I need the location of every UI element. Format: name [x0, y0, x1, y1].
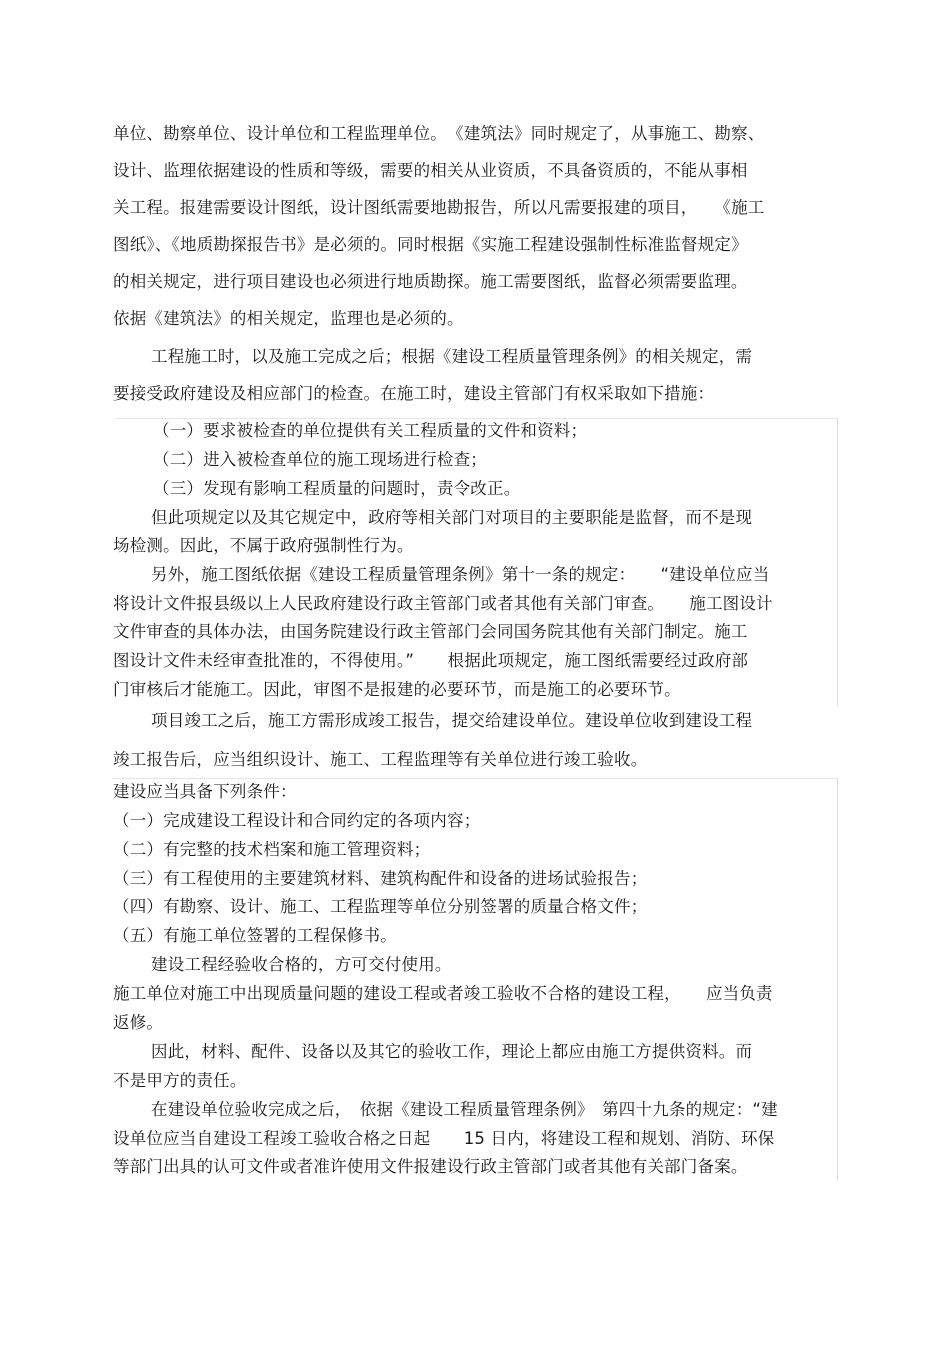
- text-line: 将设计文件报县级以上人民政府建设行政主管部门或者其他有关部门审查。 施工图设计: [113, 594, 773, 613]
- text-line: 设单位应当自建设工程竣工验收合格之日起 15 日内，将建设工程和规划、消防、环保: [113, 1129, 775, 1148]
- text-line: 工程施工时，以及施工完成之后；根据《建设工程质量管理条例》的相关规定，需: [151, 347, 753, 366]
- text-line: 竣工报告后，应当组织设计、施工、工程监理等有关单位进行竣工验收。: [113, 750, 648, 769]
- text-line: 关工程。报建需要设计图纸，设计图纸需要地勘报告，所以凡需要报建的项目， 《施工: [113, 198, 765, 217]
- text-line: 设计、监理依据建设的性质和等级，需要的相关从业资质，不具备资质的，不能从事相: [113, 161, 748, 180]
- text-line: 文件审查的具体办法，由国务院建设行政主管部门会同国务院其他有关部门制定。施工: [113, 622, 748, 641]
- text-line: 返修。: [113, 1013, 164, 1032]
- text-line: 依据《建筑法》的相关规定，监理也是必须的。: [113, 309, 464, 328]
- text-line: 要接受政府建设及相应部门的检查。在施工时，建设主管部门有权采取如下措施：: [113, 384, 715, 403]
- text-line: 建设工程经验收合格的，方可交付使用。: [151, 955, 452, 974]
- text-line: （一）完成建设工程设计和合同约定的各项内容；: [113, 811, 481, 830]
- text-line: 图纸》、《地质勘探报告书》是必须的。同时根据《实施工程建设强制性标准监督规定》: [113, 235, 748, 254]
- text-line: （三）发现有影响工程质量的问题时，责令改正。: [153, 479, 521, 498]
- box-top-rule-1: [116, 418, 837, 419]
- text-line: 在建设单位验收完成之后， 依据《建设工程质量管理条例》 第四十九条的规定：“建: [151, 1100, 778, 1119]
- text-line: 场检测。因此，不属于政府强制性行为。: [113, 536, 414, 555]
- text-line: （四）有勘察、设计、施工、工程监理等单位分别签署的质量合格文件；: [113, 897, 648, 916]
- text-line: 等部门出具的认可文件或者准许使用文件报建设行政主管部门或者其他有关部门备案。: [113, 1157, 748, 1176]
- text-line: 不是甲方的责任。: [113, 1071, 247, 1090]
- text-line: （二）进入被检查单位的施工现场进行检查；: [153, 450, 487, 469]
- box-right-rule-2: [837, 778, 838, 1180]
- text-line: 因此，材料、配件、设备以及其它的验收工作，理论上都应由施工方提供资料。而: [151, 1042, 753, 1061]
- text-line: 另外，施工图纸依据《建设工程质量管理条例》第十一条的规定： “建设单位应当: [151, 565, 770, 584]
- box-right-rule-1: [837, 418, 838, 706]
- text-line: 建设应当具备下列条件：: [113, 782, 297, 801]
- text-line: 单位、勘察单位、设计单位和工程监理单位。 《建筑法》同时规定了，从事施工、勘察、: [113, 124, 765, 143]
- text-line: （一）要求被检查的单位提供有关工程质量的文件和资料；: [153, 421, 588, 440]
- text-line: 图设计文件未经审查批准的，不得使用。” 根据此项规定，施工图纸需要经过政府部: [113, 651, 749, 670]
- text-line: （二）有完整的技术档案和施工管理资料；: [113, 840, 431, 859]
- text-line: 的相关规定，进行项目建设也必须进行地质勘探。施工需要图纸，监督必须需要监理。: [113, 272, 748, 291]
- text-line: 门审核后才能施工。因此，审图不是报建的必要环节，而是施工的必要环节。: [113, 680, 681, 699]
- box-top-rule-2: [112, 778, 837, 779]
- text-line: 但此项规定以及其它规定中，政府等相关部门对项目的主要职能是监督，而不是现: [151, 508, 753, 527]
- text-line: 项目竣工之后，施工方需形成竣工报告，提交给建设单位。建设单位收到建设工程: [151, 711, 753, 730]
- text-line: 施工单位对施工中出现质量问题的建设工程或者竣工验收不合格的建设工程， 应当负责: [113, 984, 773, 1003]
- text-line: （五）有施工单位签署的工程保修书。: [113, 926, 397, 945]
- text-line: （三）有工程使用的主要建筑材料、建筑构配件和设备的进场试验报告；: [113, 869, 648, 888]
